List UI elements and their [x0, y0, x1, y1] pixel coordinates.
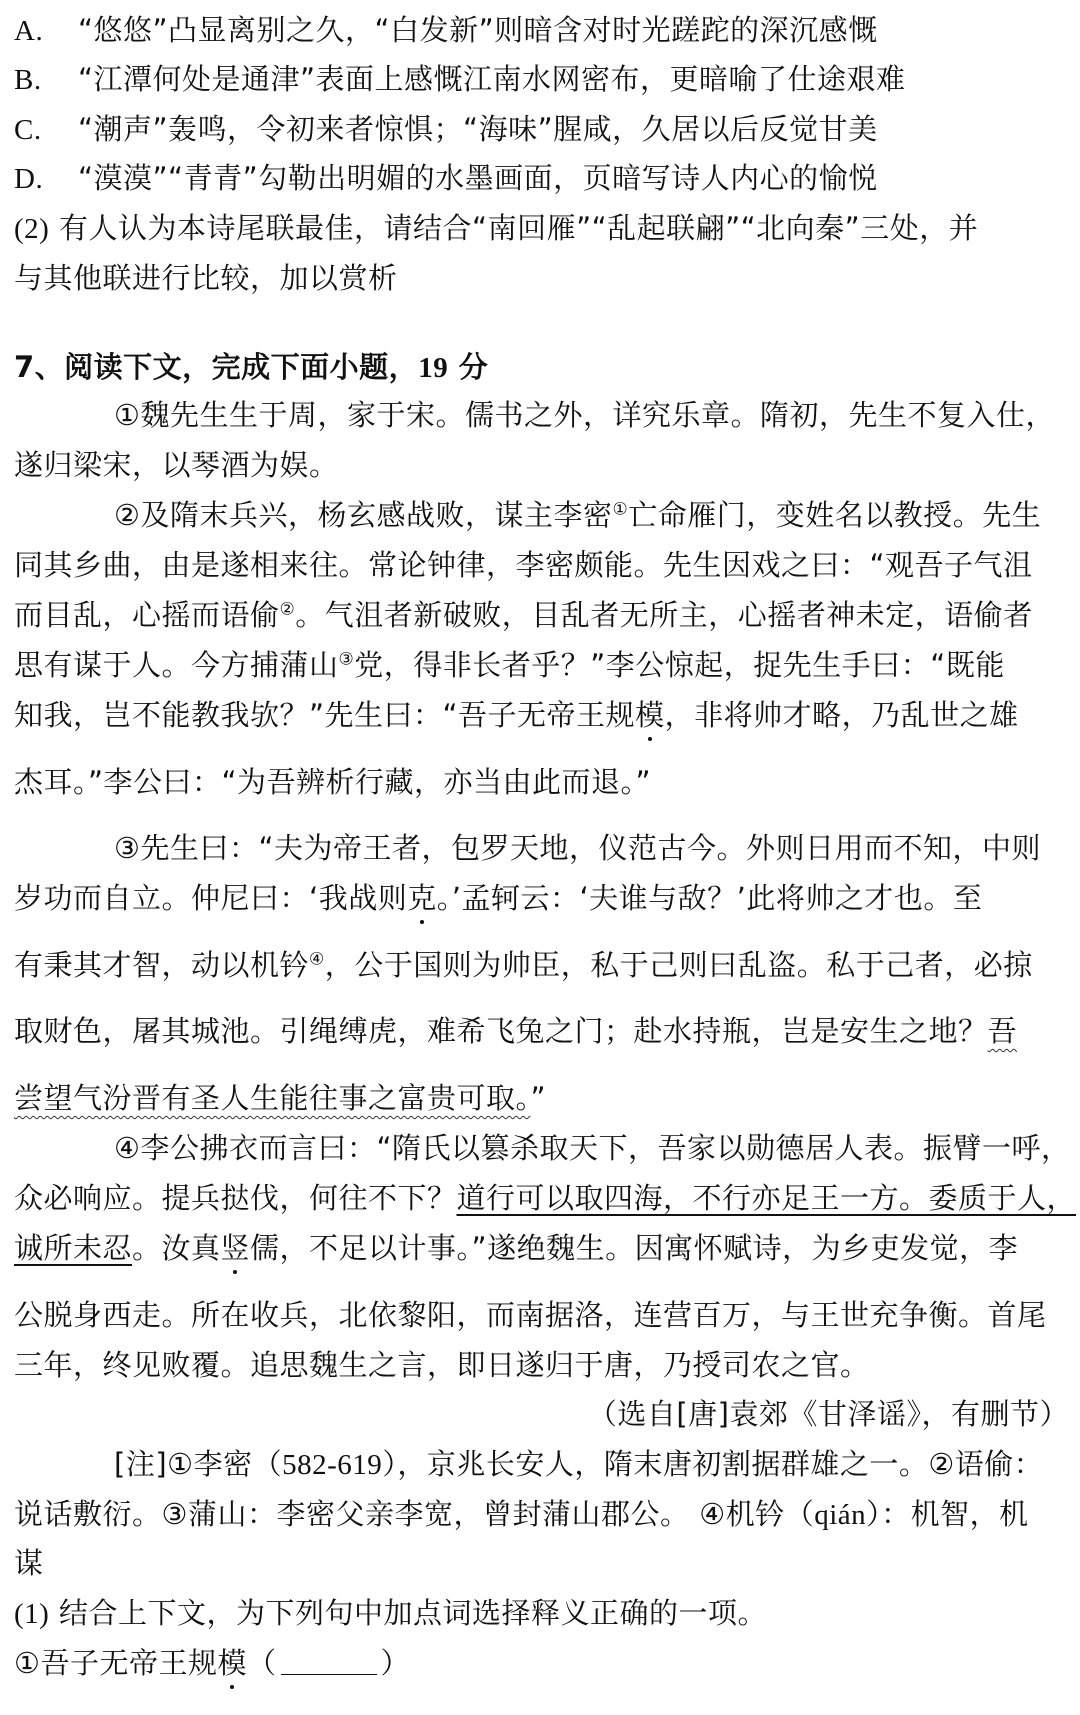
passage-text: 。’孟轲云：‘夫谁与敌？’此将帅之才也。至: [436, 881, 983, 915]
passage-text: 公脱身西走。所在收兵，北依黎阳，而南据洛，连营百万，与王世充争衡。首尾: [14, 1298, 1047, 1332]
passage-p4-line-3: [14, 1226, 1018, 1267]
passage-p3-line-5: [14, 1076, 546, 1117]
passage-p3-line-4: [14, 1009, 1017, 1050]
question-2-line-1: [14, 206, 978, 247]
option-text: “潮声”轰鸣，令初来者惊惧；“海味”腥咸，久居以后反觉甘美: [78, 112, 878, 146]
section-7-heading: [14, 345, 488, 386]
dotted-word: 模: [635, 698, 665, 732]
underlined-sentence: 道行可以取四海，不行亦足王一方。委质于人，: [456, 1181, 1077, 1215]
passage-text: 思有谋于人。今方捕蒲山: [14, 648, 339, 682]
passage-text: ”: [530, 1081, 547, 1115]
note-text: 说话敷衍。③蒲山：李密父亲李宽，曾封蒲山郡公。 ④机钤（: [14, 1497, 815, 1531]
passage-p1-line-1: [14, 393, 1055, 434]
passage-p2-line-1: [14, 493, 1041, 534]
option-letter: C.: [14, 114, 42, 146]
footnote-marker: ①: [612, 499, 629, 520]
passage-p4-line-4: [14, 1293, 1047, 1334]
passage-text: ④李公拂衣而言曰：“隋氏以篡杀取天下，吾家以勋德居人表。振臂一呼，: [114, 1131, 1071, 1165]
passage-p3-line-3: [14, 943, 1033, 984]
question-text: 与其他联进行比较，加以赏析: [14, 261, 398, 295]
passage-text: 同其乡曲，由是遂相来往。常论钟律，李密颇能。先生因戏之曰：“观吾子气沮: [14, 548, 1033, 582]
question-number: (1): [14, 1598, 50, 1630]
passage-p4-line-2: [14, 1176, 1076, 1217]
option-letter: D.: [14, 163, 44, 195]
option-d: [14, 156, 878, 197]
dotted-word: 竖: [220, 1231, 251, 1265]
passage-text: 而目乱，心摇而语偷: [14, 598, 280, 632]
footnote-marker: ④: [309, 949, 325, 970]
option-c: [14, 107, 878, 148]
heading-score: 19: [418, 352, 449, 384]
passage-text: ，非将帅才略，乃乱世之雄: [664, 698, 1019, 732]
passage-p2-line-4: [14, 643, 1005, 684]
passage-text: 遂归梁宋，以琴酒为娱。: [14, 448, 339, 482]
option-text: “江潭何处是通津”表面上感慨江南水网密布，更暗喻了仕途艰难: [78, 62, 906, 96]
passage-p4-line-1: [14, 1126, 1071, 1167]
question-text: 有人认为本诗尾联最佳，请结合“南回雁”“乱起联翩”“北向秦”三处，并: [49, 211, 979, 245]
passage-text: 三年，终见败覆。追思魏生之言，即日遂归于唐，乃授司农之官。: [14, 1348, 870, 1382]
passage-source: [588, 1392, 1069, 1433]
underlined-sentence: 诚所未忍: [14, 1231, 133, 1265]
passage-p2-line-6: [14, 760, 651, 801]
note-text: [注]①李密（: [114, 1447, 283, 1481]
passage-text: 。气沮者新破败，目乱者无所主，心摇者神未定，语偷者: [295, 598, 1033, 632]
notes-line-2: [14, 1492, 1029, 1533]
passage-p2-line-3: [14, 593, 1033, 634]
passage-text: 。汝真: [132, 1231, 221, 1265]
dotted-word: 模: [217, 1646, 248, 1680]
note-text: ）：机智，机: [866, 1497, 1029, 1531]
passage-text: 取财色，屠其城池。引绳缚虎，难希飞兔之门；赴水持瓶，岂是安生之地？: [14, 1014, 988, 1048]
passage-text: 儒，不足以计事。”遂绝魏生。因寓怀赋诗，为乡吏发觉，李: [250, 1231, 1019, 1265]
option-a: [14, 8, 878, 49]
notes-line-3: [14, 1541, 44, 1582]
option-letter: B.: [14, 64, 42, 96]
option-text: “漠漠”“青青”勾勒出明媚的水墨画面，页暗写诗人内心的愉悦: [78, 161, 878, 195]
notes-line-1: [14, 1442, 1043, 1483]
note-years: 582-619: [282, 1449, 383, 1481]
sub-question-1-item-1: [14, 1641, 410, 1682]
passage-p4-line-5: [14, 1343, 870, 1384]
passage-text: 众必响应。提兵挞伐，何往不下？: [14, 1181, 457, 1215]
question-number: (2): [14, 213, 50, 245]
passage-text: ，公于国则为帅臣，私于己则曰乱盗。私于己者，必掠: [324, 948, 1033, 982]
wavy-underlined-sentence: 吾: [987, 1014, 1018, 1048]
footnote-marker: ②: [279, 599, 296, 620]
passage-p2-line-5: [14, 693, 1019, 734]
passage-text: ③先生曰：“夫为帝王者，包罗天地，仪范古今。外则日用而不知，中则: [114, 831, 1042, 865]
heading-text: 7、阅读下文，完成下面小题，: [14, 350, 419, 384]
note-pinyin: qián: [814, 1499, 867, 1531]
option-letter: A.: [14, 15, 44, 47]
passage-p2-line-2: [14, 543, 1033, 584]
passage-text: 有秉其才智，动以机钤: [14, 948, 310, 982]
passage-text: ①魏先生生于周，家于宋。儒书之外，详究乐章。隋初，先生不复入仕，: [114, 398, 1055, 432]
note-text: ），京兆长安人，隋末唐初割据群雄之一。②语偷：: [382, 1447, 1044, 1481]
passage-text: 亡命雁门，变姓名以教授。先生: [628, 498, 1042, 532]
passage-p3-line-1: [14, 826, 1041, 867]
heading-unit: 分: [448, 350, 489, 384]
item-text: ①吾子无帝王规: [14, 1646, 218, 1680]
bracket-close: ）: [380, 1646, 411, 1680]
passage-text: 知我，岂不能教我欤？”先生曰：“吾子无帝王规: [14, 698, 636, 732]
answer-blank[interactable]: [281, 1652, 377, 1675]
passage-text: ②及隋末兵兴，杨玄感战败，谋主李密: [114, 498, 613, 532]
question-text: 结合上下文，为下列句中加点词选择释义正确的一项。: [49, 1596, 768, 1630]
passage-text: 党，得非长者乎？”李公惊起，捉先生手曰：“既能: [354, 648, 1005, 682]
question-2-line-2: [14, 256, 398, 297]
passage-text: 岁功而自立。仲尼曰：‘我战则: [14, 881, 408, 915]
option-text: “悠悠”凸显离别之久，“白发新”则暗含对时光蹉跎的深沉感慨: [78, 13, 878, 47]
note-text: 谋: [14, 1546, 44, 1580]
option-b: [14, 57, 906, 98]
footnote-marker: ③: [338, 649, 355, 670]
dotted-word: 克: [407, 881, 437, 915]
passage-text: 杰耳。”李公曰：“为吾辨析行藏，亦当由此而退。”: [14, 765, 652, 799]
passage-p3-line-2: [14, 876, 982, 917]
source-text: （选自[唐]袁郊《甘泽谣》，有删节）: [587, 1397, 1069, 1431]
sub-question-1: [14, 1591, 767, 1632]
passage-p1-line-2: [14, 443, 339, 484]
wavy-underlined-sentence: 尝望气汾晋有圣人生能往事之富贵可取。: [14, 1081, 531, 1115]
bracket-open: （: [247, 1646, 277, 1680]
